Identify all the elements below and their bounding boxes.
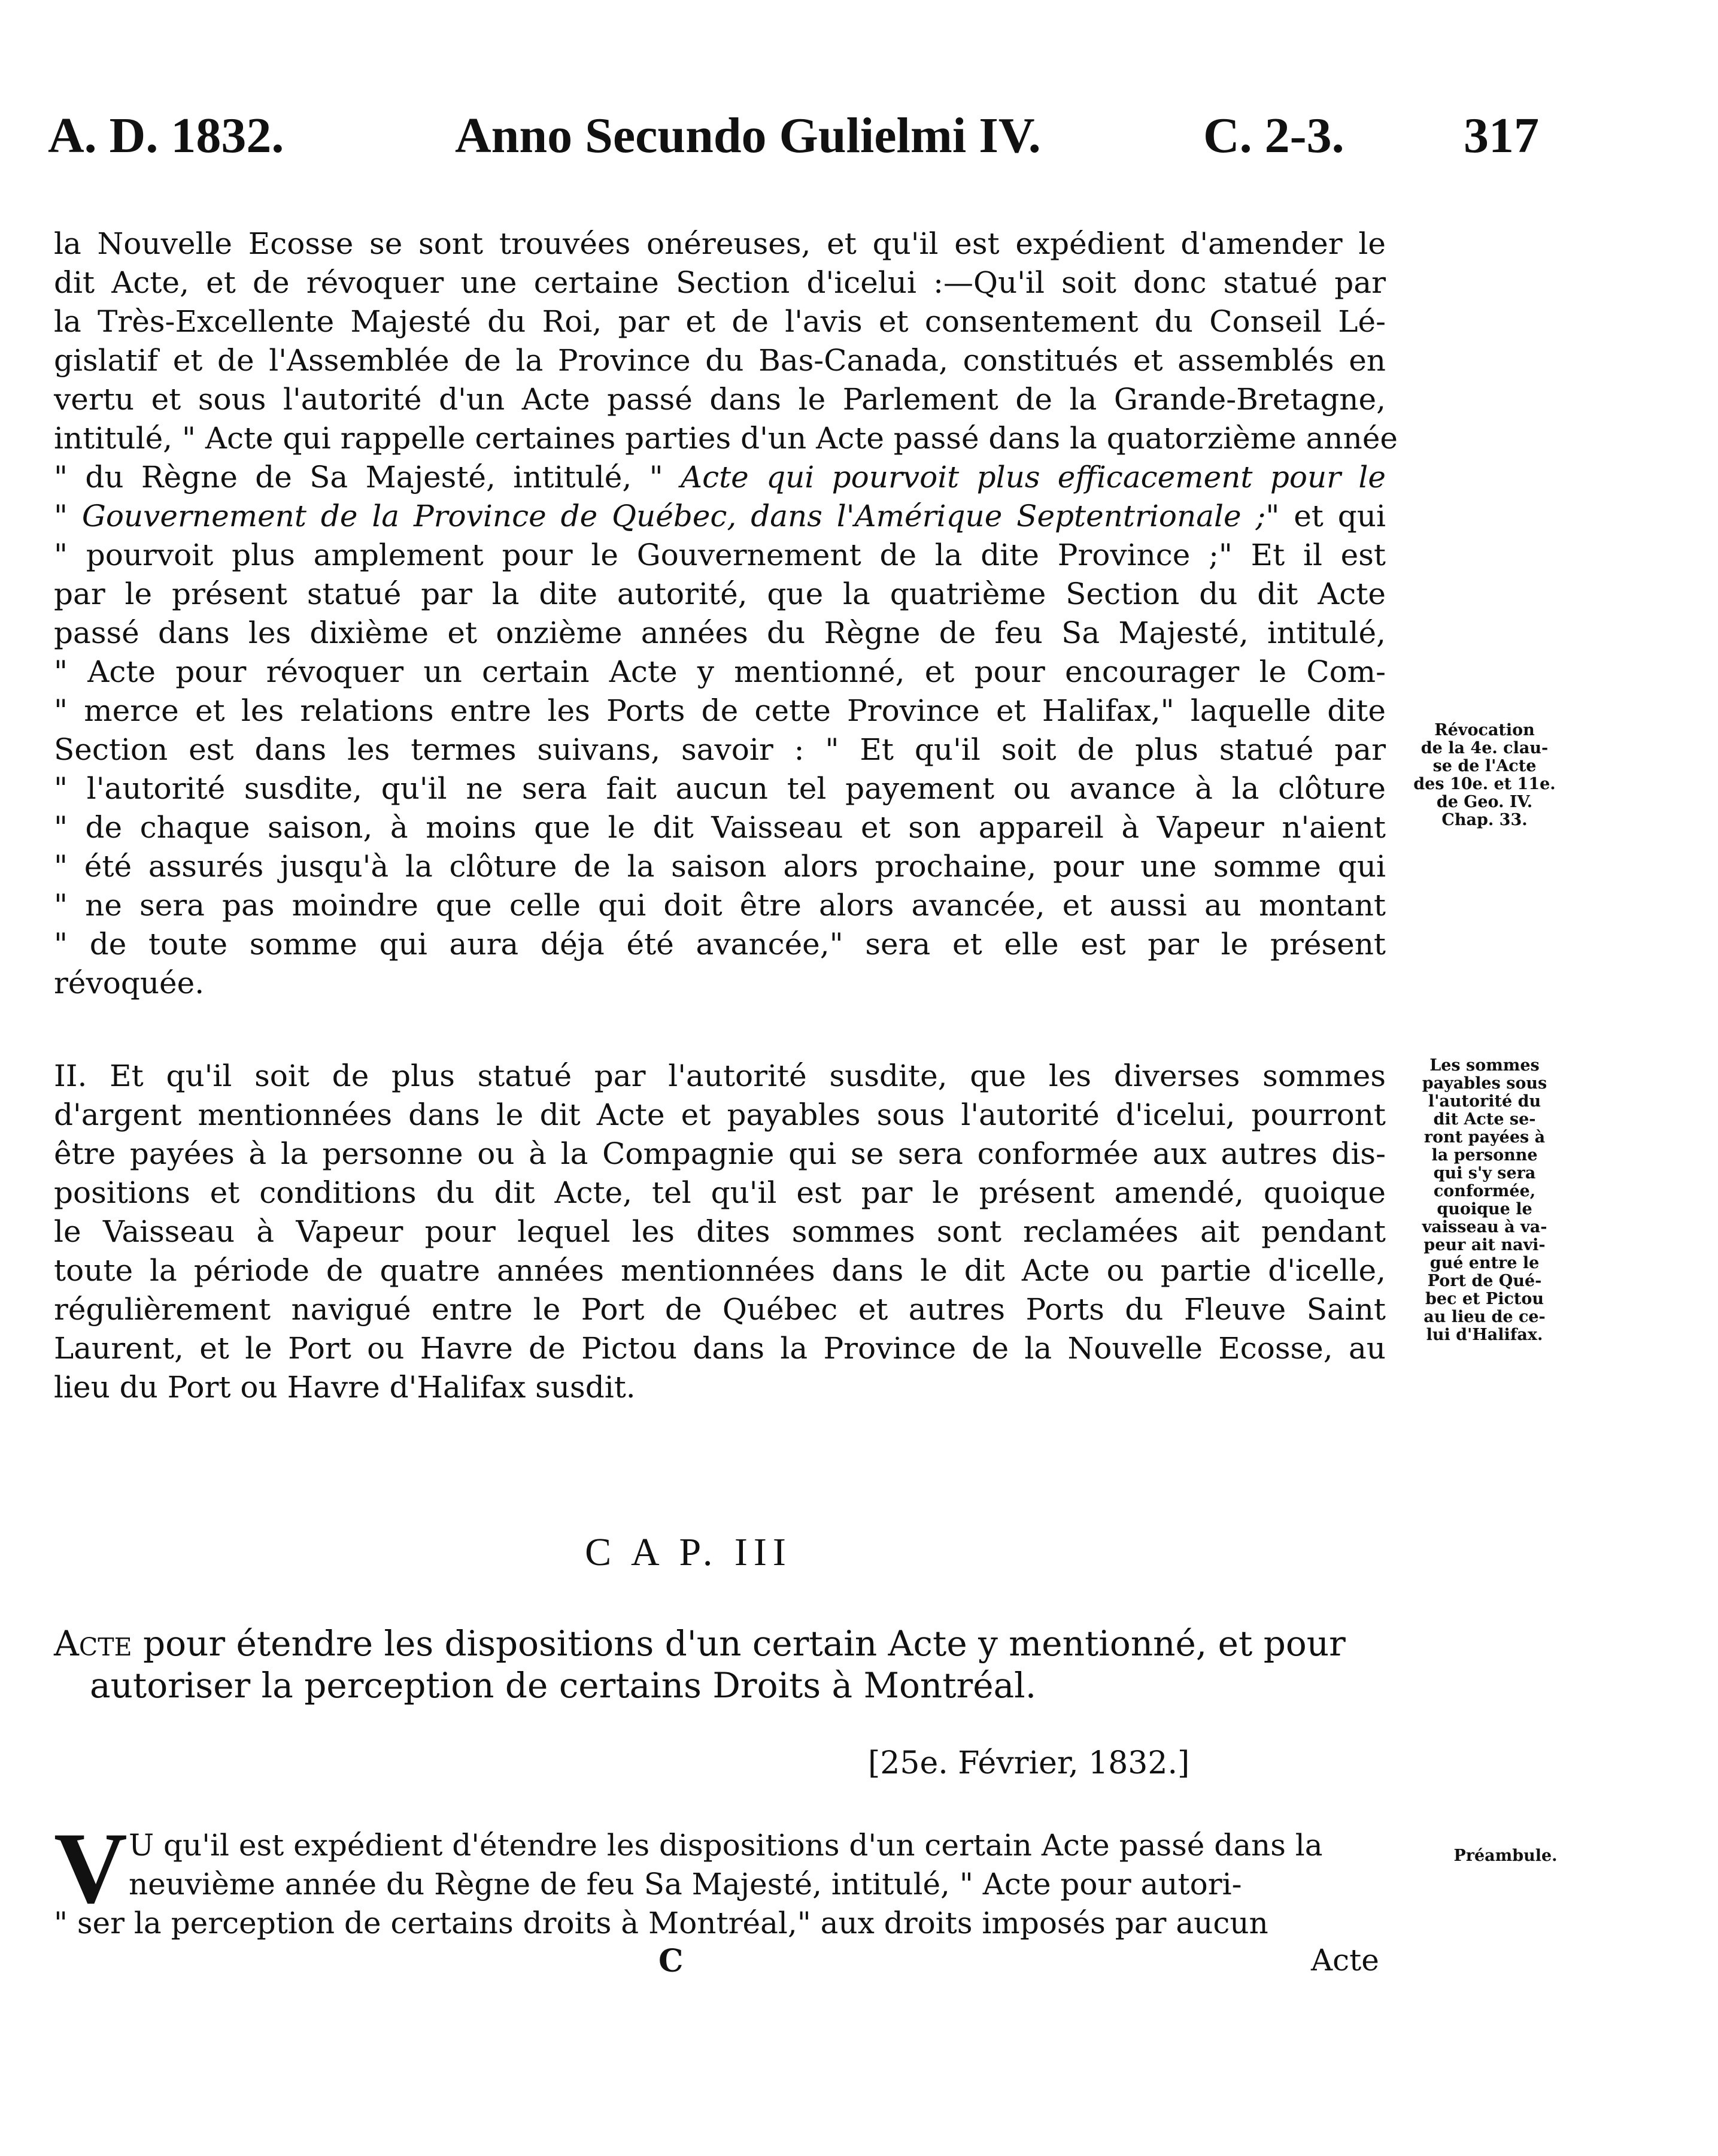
text-line: " Acte pour révoquer un certain Acte y mentionné, et pour encourager le Com- [54, 654, 1386, 689]
margin-line: la personne [1431, 1146, 1538, 1165]
text-line: " pourvoit plus amplement pour le Gouvernement de la dite Province ;" Et il est [54, 538, 1386, 572]
italic-title: Acte qui pourvoit plus efficacement pour le [680, 460, 1386, 495]
text-line: être payées à la personne ou à la Compagnie qui se sera conformée aux autres dis- [54, 1136, 1386, 1171]
margin-line: peur ait navi- [1423, 1236, 1546, 1254]
act-title-line-1: Acte pour étendre les dispositions d'un certain Acte y mentionné, et pour [54, 1623, 1346, 1664]
catchword: Acte [1311, 1943, 1379, 1978]
page-number: 317 [1464, 108, 1539, 163]
section-1-text [54, 225, 1398, 1003]
text-line: " merce et les relations entre les Ports de cette Province et Halifax," laquelle dite [54, 693, 1386, 728]
margin-note-revocation [1395, 721, 1574, 829]
header-year: A. D. 1832. [48, 108, 284, 163]
text-line: U qu'il est expédient d'étendre les dispositions d'un certain Acte passé dans la [129, 1828, 1323, 1863]
act-title-line-2: autoriser la perception de certains Droits à Montréal. [90, 1665, 1037, 1706]
margin-line: des 10e. et 11e. [1413, 775, 1556, 793]
margin-line: lui d'Halifax. [1426, 1326, 1543, 1344]
text-line: passé dans les dixième et onzième années du Règne de feu Sa Majesté, intitulé, [54, 615, 1386, 650]
text-line: " de toute somme qui aura déja été avancée," sera et elle est par le présent [54, 927, 1386, 962]
text-line: neuvième année du Règne de feu Sa Majesté, intitulé, " Acte pour autori- [129, 1867, 1242, 1902]
margin-line: l'autorité du [1428, 1092, 1541, 1111]
margin-line: payables sous [1422, 1074, 1547, 1093]
text-line: " l'autorité susdite, qu'il ne sera fait aucun tel payement ou avance à la clôture [54, 771, 1386, 806]
text-line: d'argent mentionnées dans le dit Acte et payables sous l'autorité d'icelui, pourront [54, 1097, 1386, 1132]
drop-cap: V [54, 1812, 128, 1924]
text-line: par le présent statué par la dite autorité, que la quatrième Section du dit Acte [54, 577, 1386, 611]
text-line: Section est dans les termes suivans, savoir : " Et qu'il soit de plus statué par [54, 732, 1386, 767]
margin-line: Préambule. [1453, 1846, 1558, 1865]
margin-line: bec et Pictou [1425, 1290, 1544, 1308]
margin-line: Révocation [1434, 721, 1535, 739]
margin-line: au lieu de ce- [1423, 1308, 1546, 1326]
italic-title-cont: " Gouvernement de la Province de Québec, dans l'Amérique Septentrionale ;" [54, 499, 1280, 533]
text-line: la Nouvelle Ecosse se sont trouvées onéreuses, et qu'il est expédient d'amender le [54, 226, 1386, 261]
act-date: [25e. Février, 1832.] [868, 1745, 1190, 1781]
text-line: II. Et qu'il soit de plus statué par l'autorité susdite, que les diverses sommes [54, 1059, 1386, 1093]
text-line: " ser la perception de certains droits à Montréal," aux droits imposés par aucun [54, 1906, 1268, 1940]
margin-line: gué entre le [1429, 1254, 1540, 1272]
text-line: vertu et sous l'autorité d'un Acte passé dans le Parlement de la Grande-Bretagne, [54, 382, 1386, 417]
preamble-text [54, 1812, 1386, 1943]
margin-note-sums [1395, 1057, 1574, 1344]
text-line [54, 497, 1386, 536]
text-line-roman: " du Règne de Sa Majesté, intitulé, " [54, 460, 663, 495]
text-line: toute la période de quatre années mentionnées dans le dit Acte ou partie d'icelle, [54, 1253, 1386, 1288]
chapter-heading: C A P. III [585, 1530, 792, 1574]
act-title [54, 1623, 1383, 1706]
text-line: positions et conditions du dit Acte, tel qu'il est par le présent amendé, quoique [54, 1175, 1386, 1210]
margin-line: qui s'y sera [1433, 1164, 1536, 1182]
act-smallcaps: Acte [54, 1623, 132, 1664]
signature-mark: C [658, 1943, 684, 1979]
text-line: dit Acte, et de révoquer une certaine Section d'icelui :—Qu'il soit donc statué par [54, 265, 1386, 300]
margin-line: ront payées à [1423, 1128, 1546, 1147]
text-line: révoquée. [54, 966, 205, 1000]
text-line: la Très-Excellente Majesté du Roi, par et de l'avis et consentement du Conseil Lé- [54, 304, 1386, 339]
margin-line: vaisseau à va- [1422, 1218, 1547, 1236]
section-2-text [54, 1057, 1386, 1407]
text-line: lieu du Port ou Havre d'Halifax susdit. [54, 1370, 636, 1405]
margin-note-preamble [1443, 1847, 1568, 1865]
text-line-tail: et qui [1294, 499, 1386, 533]
header-title: Anno Secundo Gulielmi IV. [455, 108, 1041, 163]
text-line: intitulé, " Acte qui rappelle certaines parties d'un Acte passé dans la quatorzième année [54, 421, 1398, 456]
header-chapter: C. 2-3. [1203, 108, 1344, 163]
margin-line: se de l'Acte [1432, 757, 1537, 775]
margin-line: de Geo. IV. [1436, 793, 1533, 811]
text-line: gislatif et de l'Assemblée de la Province du Bas-Canada, constitués et assemblés en [54, 343, 1386, 378]
text-line: le Vaisseau à Vapeur pour lequel les dites sommes sont reclamées ait pendant [54, 1214, 1386, 1249]
margin-line: dit Acte se- [1433, 1110, 1536, 1129]
margin-line: de la 4e. clau- [1420, 739, 1549, 757]
margin-line: quoique le [1437, 1200, 1532, 1218]
margin-line: Les sommes [1429, 1056, 1540, 1075]
text-line: " ne sera pas moindre que celle qui doit être alors avancée, et aussi au montant [54, 888, 1386, 923]
margin-line: Chap. 33. [1441, 811, 1528, 829]
text-line: régulièrement navigué entre le Port de Québec et autres Ports du Fleuve Saint [54, 1292, 1386, 1327]
text-line [54, 458, 1386, 497]
text-line: " de chaque saison, à moins que le dit Vaisseau et son appareil à Vapeur n'aient [54, 810, 1386, 845]
text-line: " été assurés jusqu'à la clôture de la saison alors prochaine, pour une somme qui [54, 849, 1386, 884]
text-line: Laurent, et le Port ou Havre de Pictou dans la Province de la Nouvelle Ecosse, au [54, 1331, 1386, 1366]
margin-line: conformée, [1433, 1182, 1536, 1200]
margin-line: Port de Qué- [1427, 1272, 1542, 1290]
